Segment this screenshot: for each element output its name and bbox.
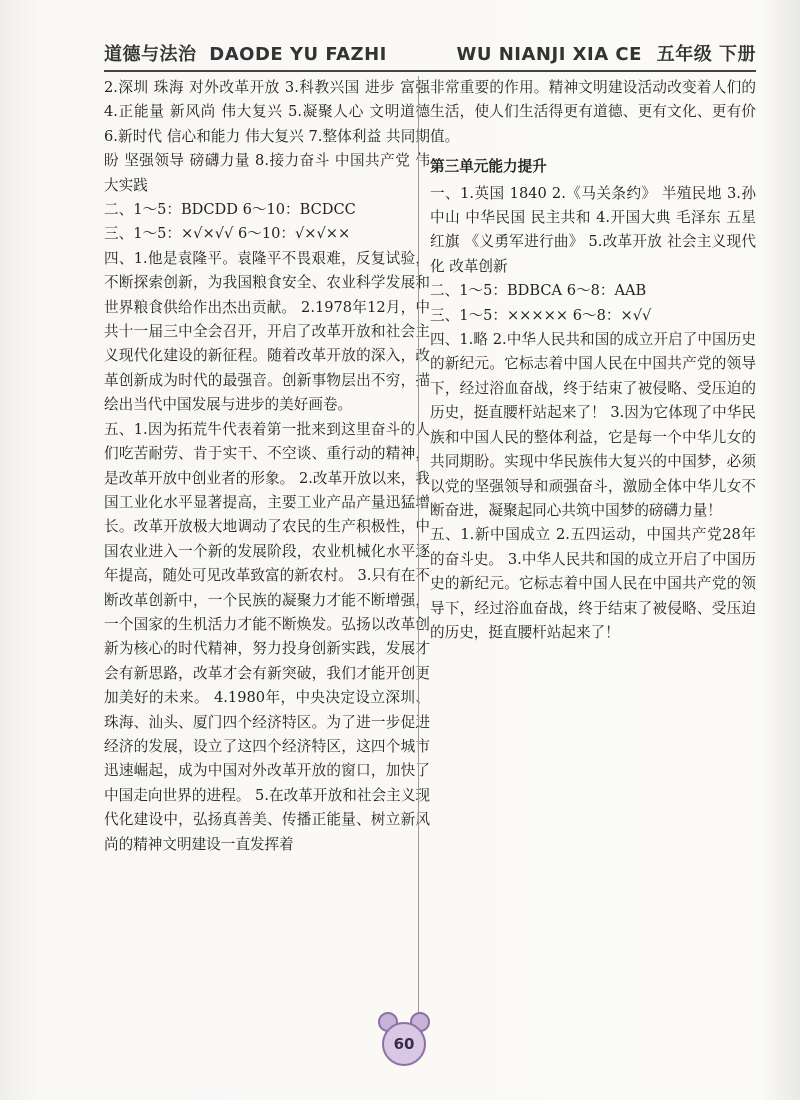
- right-column: [430, 76, 756, 645]
- answer-paragraph: 四、1.他是袁隆平。袁隆平不畏艰难，反复试验，不断探索创新，为我国粮食安全、农业科学发展和世界粮食供给作出杰出贡献。 2.1978年12月，中共十一届三中全会召开，开启了改革开放和社会主义现代化建设的新征程。随着改革开放的深入，改革创新成为时代的最强音。创新事物层出不穷，描绘出当代中国发展与进步的美好画卷。: [104, 249, 430, 414]
- continued-paragraph: 非常重要的作用。精神文明建设活动改变着人们的生活，使人们生活得更有道德、更有文化、更有价值。: [430, 79, 756, 145]
- header-right: [457, 40, 757, 66]
- answer-paragraph: 四、1.略 2.中华人民共和国的成立开启了中国历史的新纪元。它标志着中国人民在中国共产党的领导下，经过浴血奋战，终于结束了被侵略、受压迫的历史，挺直腰杆站起来了！ 3.因为它体现了中华民族和中国人民的整体利益，它是每一个中华儿女的共同期盼。实现中华民族伟大复兴的中国梦，必须以党的坚强领导和顽强奋斗，激励全体中华儿女不断奋进，凝聚起同心共筑中国梦的磅礴力量！: [430, 331, 756, 519]
- answer-paragraph: 一、1.英国 1840 2.《马关条约》 半殖民地 3.孙中山 中华民国 民主共和 4.开国大典 毛泽东 五星红旗 《义勇军进行曲》 5.改革开放 社会主义现代化 改革创新: [430, 184, 756, 275]
- left-column: [104, 76, 430, 857]
- answer-paragraph: 五、1.新中国成立 2.五四运动，中国共产党28年的奋斗史。 3.中华人民共和国的成立开启了中国历史的新纪元。它标志着中国人民在中国共产党的领导下，经过浴血奋战，终于结束了被侵略、受压迫的历史，挺直腰杆站起来了！: [430, 526, 756, 641]
- answer-paragraph: 五、1.因为拓荒牛代表着第一批来到这里奋斗的人们吃苦耐劳、肯于实干、不空谈、重行动的精神，是改革开放中创业者的形象。 2.改革开放以来，我国工业化水平显著提高，主要工业产品产量迅猛增长。改革开放极大地调动了农民的生产积极性，中国农业进入一个新的发展阶段，农业机械化水平逐年提高，随处可见改革致富的新农村。 3.只有在不断改革创新中，一个民族的凝聚力才能不断增强，一个国家的生机活力才能不断焕发。弘扬以改革创新为核心的时代精神，努力投身创新实践，发展才会有新思路，改革才会有新突破，我们才能开创更加美好的未来。 4.1980年，中央决定设立深圳、珠海、汕头、厦门四个经济特区。为了进一步促进经济的发展，设立了这四个经济特区，这四个城市迅速崛起，成为中国对外改革开放的窗口，加快了中国走向世界的进程。 5.在改革开放和社会主义现代化建设中，弘扬真善美、传播正能量、树立新风尚的精神文明建设一直发挥着: [104, 420, 430, 853]
- subject-title-en: DAODE YU FAZHI: [209, 44, 387, 65]
- header-left: [104, 40, 387, 66]
- column-divider: [418, 76, 419, 1030]
- grade-title-cn: 五年级 下册: [656, 44, 756, 65]
- subject-title-cn: 道德与法治: [104, 44, 197, 65]
- answer-paragraph: 二、1～5：BDCDD 6～10：BCDCC: [104, 201, 356, 219]
- page-number-badge: [368, 1008, 436, 1068]
- grade-title-en: WU NIANJI XIA CE: [456, 44, 642, 65]
- page-number: 60: [382, 1022, 426, 1066]
- section-title: 第三单元能力提升: [430, 158, 547, 176]
- page-header: [104, 38, 756, 66]
- answer-paragraph: 2.深圳 珠海 对外改革开放 3.科教兴国 进步 富强 4.正能量 新风尚 伟大复兴 5.凝聚人心 文明道德 6.新时代 信心和能力 伟大复兴 7.整体利益 共同期盼 坚强领导 磅礴力量 8.接力奋斗 中国共产党 伟大实践: [104, 79, 430, 194]
- answer-paragraph: 三、1～5：×√×√√ 6～10：√×√××: [104, 225, 351, 243]
- answer-paragraph: 三、1～5：××××× 6～8：×√√: [430, 306, 652, 324]
- header-rule: [104, 70, 756, 72]
- answer-paragraph: 二、1～5：BDBCA 6～8：AAB: [430, 282, 647, 300]
